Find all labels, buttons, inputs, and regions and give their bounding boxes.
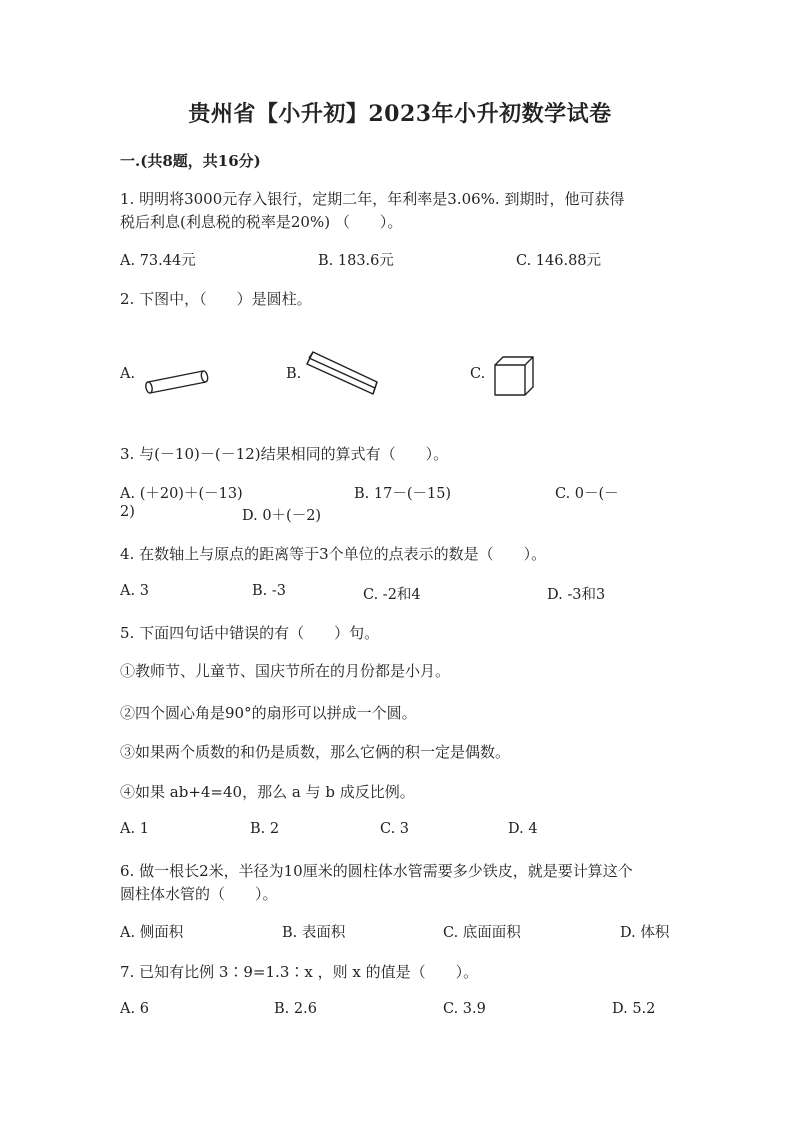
q6-option-c: C. 底面面积 bbox=[443, 925, 521, 941]
question-7-text: 7. 已知有比例 3∶9=1.3∶x ，则 x 的值是（ ）。 bbox=[120, 963, 479, 981]
q5-statement-3: ③如果两个质数的和仍是质数，那么它俩的积一定是偶数。 bbox=[120, 743, 511, 761]
cylinder-figure bbox=[140, 368, 212, 400]
q4-option-b: B. -3 bbox=[252, 583, 286, 599]
question-4-text: 4. 在数轴上与原点的距离等于3个单位的点表示的数是（ ）。 bbox=[120, 545, 547, 563]
q5-statement-4: ④如果 ab+4=40，那么 a 与 b 成反比例。 bbox=[120, 783, 415, 801]
question-5-text: 5. 下面四句话中错误的有（ ）句。 bbox=[120, 624, 380, 642]
q7-option-a: A. 6 bbox=[120, 1001, 149, 1017]
question-6-line-1: 6. 做一根长2米，半径为10厘米的圆柱体水管需要多少铁皮，就是要计算这个 bbox=[120, 862, 633, 880]
question-6-line-2: 圆柱体水管的（ ）。 bbox=[120, 885, 278, 903]
q6-option-a: A. 侧面积 bbox=[120, 925, 184, 941]
question-2-text: 2. 下图中，（ ）是圆柱。 bbox=[120, 290, 312, 308]
q3-option-a: A. (＋20)＋(－13) bbox=[120, 486, 243, 502]
q4-option-c: C. -2和4 bbox=[363, 587, 421, 603]
q1-option-c: C. 146.88元 bbox=[516, 253, 602, 269]
q6-option-b: B. 表面积 bbox=[282, 925, 346, 941]
q1-option-b: B. 183.6元 bbox=[318, 253, 394, 269]
q6-option-d: D. 体积 bbox=[620, 925, 670, 941]
q5-option-c: C. 3 bbox=[380, 821, 410, 837]
page-title: 贵州省【小升初】2023年小升初数学试卷 bbox=[188, 101, 612, 127]
question-1-line-1: 1. 明明将3000元存入银行，定期二年，年利率是3.06%. 到期时，他可获得 bbox=[120, 190, 625, 208]
q4-option-d: D. -3和3 bbox=[547, 587, 606, 603]
q7-option-d: D. 5.2 bbox=[612, 1001, 656, 1017]
q5-statement-1: ①教师节、儿童节、国庆节所在的月份都是小月。 bbox=[120, 662, 451, 680]
question-1-line-2: 税后利息(利息税的税率是20%) （ ）。 bbox=[120, 213, 403, 231]
q5-option-d: D. 4 bbox=[508, 821, 538, 837]
q2-option-b: B. bbox=[286, 366, 302, 382]
q5-option-b: B. 2 bbox=[250, 821, 280, 837]
q5-option-a: A. 1 bbox=[120, 821, 149, 837]
section-heading: 一.(共8题，共16分) bbox=[120, 152, 261, 170]
q2-option-c: C. bbox=[470, 366, 486, 382]
q3-option-c: C. 0－(－ bbox=[555, 486, 619, 502]
q2-option-a: A. bbox=[120, 366, 136, 382]
q3-option-b: B. 17－(－15) bbox=[354, 486, 452, 502]
q7-option-b: B. 2.6 bbox=[274, 1001, 317, 1017]
q4-option-a: A. 3 bbox=[120, 583, 149, 599]
question-3-text: 3. 与(－10)－(－12)结果相同的算式有（ ）。 bbox=[120, 445, 449, 463]
cube-figure bbox=[492, 354, 536, 398]
q3-option-d: D. 0＋(－2) bbox=[242, 508, 322, 524]
q7-option-c: C. 3.9 bbox=[443, 1001, 486, 1017]
q3-option-c-continued: 2) bbox=[120, 504, 135, 520]
q5-statement-2: ②四个圆心角是90°的扇形可以拼成一个圆。 bbox=[120, 704, 417, 722]
triangular-prism-figure bbox=[303, 348, 383, 400]
q1-option-a: A. 73.44元 bbox=[120, 253, 196, 269]
